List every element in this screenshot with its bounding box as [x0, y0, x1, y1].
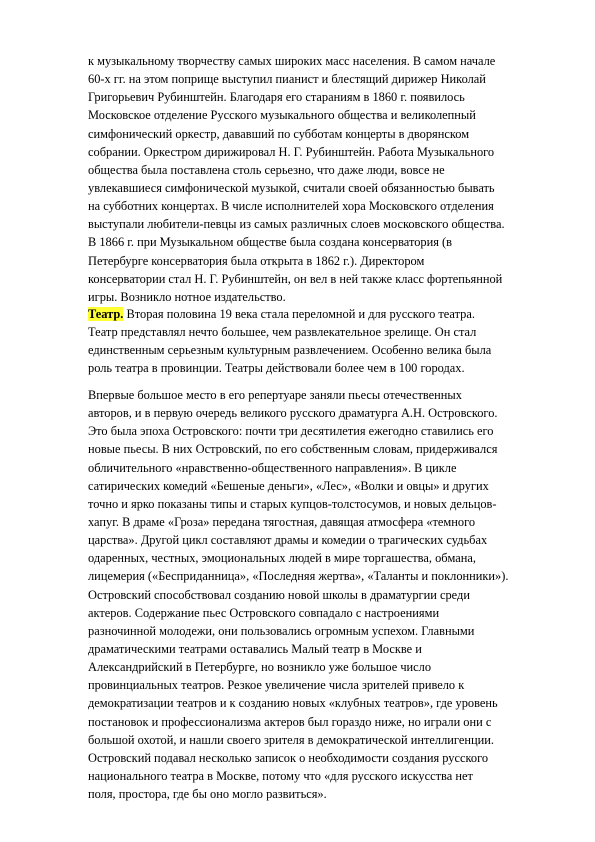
paragraph-ostrovsky [88, 386, 533, 803]
text-line: хапуг. В драме «Гроза» передана тягостная, давящая атмосфера «темного [88, 514, 476, 529]
text-line: роль театра в провинции. Театры действовали более чем в 100 городах. [88, 361, 465, 376]
text-line: собрании. Оркестром дирижировал Н. Г. Рубинштейн. Работа Музыкального [88, 144, 495, 159]
text-line: 60-х гг. на этом поприще выступил пианист и блестящий дирижер Николай [88, 72, 486, 87]
text-line: Островский подавал несколько записок о необходимости создания русского [88, 750, 489, 765]
text-line: увлекавшиеся симфонической музыкой, считали своей обязанностью бывать [88, 180, 495, 195]
text-line: на субботних концертах. В числе исполнителей хора Московского отделения [88, 199, 494, 214]
highlighted-heading: Театр. [88, 307, 124, 321]
text-line: Петербурге консерватория была открыта в 1862 г.). Директором [88, 253, 425, 268]
text-line: точно и ярко показаны типы и старых купцов-толстосумов, и новых дельцов- [88, 496, 497, 511]
text-line: царства». Другой цикл составляют драмы и комедии о трагических судьбах [88, 533, 488, 548]
text-line: актеров. Содержание пьес Островского совпадало с настроениями [88, 605, 440, 620]
text-line: национального театра в Москве, потому что «для русского искусства нет [88, 768, 473, 783]
text-line: Островский способствовал созданию новой школы в драматургии среди [88, 587, 470, 602]
text-line: консерватории стал Н. Г. Рубинштейн, он вел в ней также класс фортепьянной [88, 271, 503, 286]
text-line: новые пьесы. В них Островский, по его собственным словам, придерживался [88, 442, 498, 457]
text-run: Вторая половина 19 века стала переломной и для русского театра. [123, 307, 475, 321]
text-line: поля, простора, где бы оно могло развиться». [88, 787, 327, 802]
text-line: выступали любители-певцы из самых различных слоев московского общества. [88, 217, 505, 232]
text-line: постановок и профессионализма актеров был гораздо ниже, но играли они с [88, 714, 492, 729]
text-line: сатирических комедий «Бешеные деньги», «Лес», «Волки и овцы» и других [88, 478, 489, 493]
text-line: разночинной молодежи, они пользовались огромным успехом. Главными [88, 623, 475, 638]
text-line: единственным серьезным культурным развлечением. Особенно велика была [88, 343, 492, 358]
paragraph-theatre-intro [88, 305, 533, 378]
text-line: драматическими театрами оставались Малый театр в Москве и [88, 641, 422, 656]
text-line: к музыкальному творчеству самых широких масс населения. В самом начале [88, 54, 496, 68]
text-line: обличительного «нравственно-общественного направления». В цикле [88, 460, 457, 475]
text-line: демократизации театров и к созданию новых «клубных театров», где уровень [88, 696, 498, 711]
text-line: большой охотой, и нашли своего зрителя в демократической интеллигенции. [88, 732, 494, 747]
paragraph-music-society [88, 52, 533, 306]
text-line: Московское отделение Русского музыкального общества и великолепный [88, 108, 476, 123]
text-line: Впервые большое место в его репертуаре заняли пьесы отечественных [88, 388, 462, 402]
text-line: Александрийский в Петербурге, но возникло уже большое число [88, 660, 432, 675]
text-line: общества была поставлена столь серьезно, что даже люди, вовсе не [88, 162, 445, 177]
text-line: Это была эпоха Островского: почти три десятилетия ежегодно ставились его [88, 424, 494, 439]
text-line: авторов, и в первую очередь великого русского драматурга А.Н. Островского. [88, 406, 498, 421]
text-line: одаренных, честных, эмоциональных людей в мире торгашества, обмана, [88, 551, 476, 566]
text-line: игры. Возникло нотное издательство. [88, 289, 286, 304]
text-line: провинциальных театров. Резкое увеличение числа зрителей привело к [88, 678, 465, 693]
text-line: В 1866 г. при Музыкальном обществе была создана консерватория (в [88, 235, 453, 250]
text-line: лицемерия («Бесприданница», «Последняя жертва», «Таланты и поклонники»). [88, 569, 509, 584]
text-line: симфонический оркестр, дававший по субботам концерты в дворянском [88, 126, 470, 141]
text-line: Григорьевич Рубинштейн. Благодаря его стараниям в 1860 г. появилось [88, 90, 465, 105]
text-line [88, 305, 533, 323]
text-line: Театр представлял нечто большее, чем развлекательное зрелище. Он стал [88, 325, 477, 340]
